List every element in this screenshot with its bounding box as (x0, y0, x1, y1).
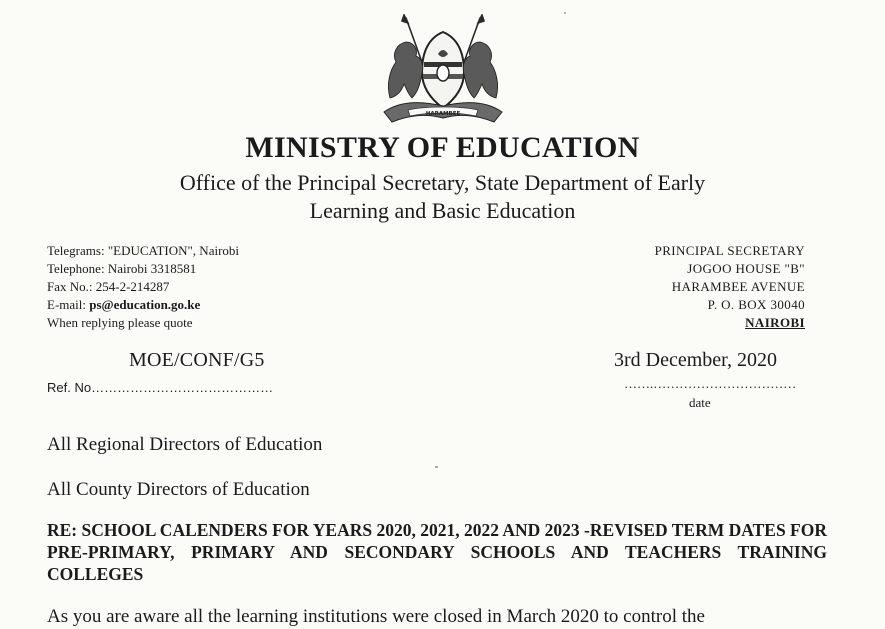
postal-address (655, 242, 805, 332)
email-label: E-mail: (47, 297, 90, 312)
office-subtitle-line-2: Learning and Basic Education (309, 198, 576, 223)
recipient-line: All County Directors of Education (47, 479, 310, 500)
scan-speck (435, 466, 438, 468)
subject-heading: RE: SCHOOL CALENDERS FOR YEARS 2020, 2021, 2022 AND 2023 -REVISED TERM DATES FOR PRE-PRIMARY, PRIMARY AND SECONDARY SCHOOLS AND TEACHERS TRAINING COLLEGES (47, 520, 827, 584)
address-line: PRINCIPAL SECRETARY (654, 243, 805, 258)
date-underline-dots: …….…………………………… (624, 376, 797, 391)
email-line (47, 296, 239, 314)
reference-number: MOE/CONF/G5 (129, 349, 265, 371)
contact-details (47, 242, 239, 332)
recipient-line: All Regional Directors of Education (47, 434, 323, 455)
body-paragraph: As you are aware all the learning institutions were closed in March 2020 to control the (47, 606, 705, 627)
address-city: NAIROBI (745, 315, 805, 330)
kenya-coat-of-arms-icon (378, 14, 508, 126)
scan-speck (564, 12, 566, 14)
date-label: date (689, 395, 711, 410)
address-line: P. O. BOX 30040 (707, 297, 805, 312)
svg-text:HARAMBEE: HARAMBEE (425, 111, 461, 117)
address-line: HARAMBEE AVENUE (671, 279, 805, 294)
email-address[interactable]: ps@education.go.ke (89, 297, 201, 312)
fax-line: Fax No.: 254-2-214287 (47, 279, 170, 294)
reply-note: When replying please quote (47, 315, 193, 330)
address-line: JOGOO HOUSE "B" (687, 261, 805, 276)
reference-label: Ref. No…………………………………… (47, 380, 274, 395)
letter-date: 3rd December, 2020 (614, 349, 778, 371)
office-subtitle-line-1: Office of the Principal Secretary, State Department of Early (179, 170, 706, 195)
ministry-title: MINISTRY OF EDUCATION (245, 131, 640, 164)
telegrams-line: Telegrams: "EDUCATION", Nairobi (47, 243, 240, 258)
telephone-line: Telephone: Nairobi 3318581 (47, 261, 197, 276)
